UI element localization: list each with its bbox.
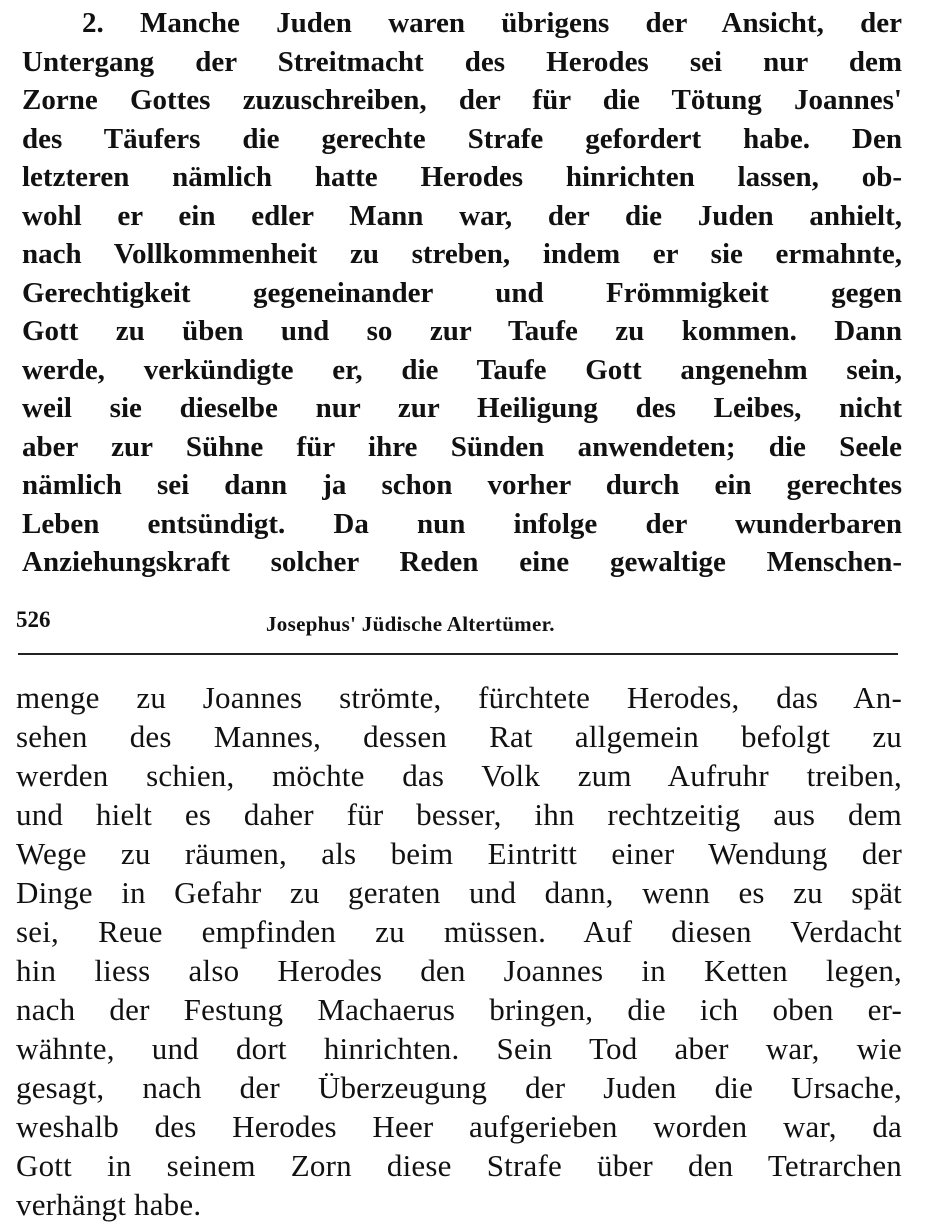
text-line: und hielt es daher für besser, ihn rechtzeitig aus dem (16, 797, 902, 832)
running-title: Josephus' Jüdische Altertümer. (266, 612, 555, 636)
text-line: wähnte, und dort hinrichten. Sein Tod aber war, wie (16, 1031, 902, 1066)
text-line: menge zu Joannes strömte, fürchtete Herodes, das An- (16, 680, 902, 715)
text-line: letzteren nämlich hatte Herodes hinrichten lassen, ob- (22, 161, 902, 193)
top-paragraph (22, 4, 902, 582)
text-line: nach der Festung Machaerus bringen, die ich oben er- (16, 992, 902, 1027)
text-line: werden schien, möchte das Volk zum Aufruhr treiben, (16, 758, 902, 793)
text-line: Leben entsündigt. Da nun infolge der wunderbaren (22, 507, 902, 540)
text-line: 2. Manche Juden waren übrigens der Ansicht, der (82, 7, 902, 39)
text-line: werde, verkündigte er, die Taufe Gott angenehm sein, (22, 353, 902, 386)
text-line: verhängt habe. (16, 1187, 202, 1222)
text-line: sei, Reue empfinden zu müssen. Auf diesen Verdacht (16, 914, 902, 949)
text-line: des Täufers die gerechte Strafe gefordert habe. Den (22, 122, 902, 155)
text-line: Anziehungskraft solcher Reden eine gewaltige Menschen- (22, 546, 902, 578)
text-line: gesagt, nach der Überzeugung der Juden die Ursache, (16, 1070, 902, 1105)
header-rule (18, 653, 898, 655)
bottom-paragraph (16, 678, 902, 1224)
text-line: Dinge in Gefahr zu geraten und dann, wenn es zu spät (16, 875, 902, 910)
text-line: Wege zu räumen, als beim Eintritt einer Wendung der (16, 836, 902, 871)
text-line: Untergang der Streitmacht des Herodes sei nur dem (22, 45, 902, 78)
text-line: sehen des Mannes, dessen Rat allgemein befolgt zu (16, 719, 902, 754)
text-line: nämlich sei dann ja schon vorher durch ein gerechtes (22, 469, 902, 501)
text-line: wohl er ein edler Mann war, der die Juden anhielt, (22, 199, 902, 232)
text-line: Gerechtigkeit gegeneinander und Frömmigkeit gegen (22, 276, 902, 309)
text-line: weil sie dieselbe nur zur Heiligung des Leibes, nicht (22, 392, 902, 424)
text-line: aber zur Sühne für ihre Sünden anwendeten; die Seele (22, 430, 902, 463)
text-line: nach Vollkommenheit zu streben, indem er sie ermahnte, (22, 238, 902, 270)
page-number: 526 (16, 607, 51, 632)
text-line: weshalb des Herodes Heer aufgerieben worden war, da (16, 1109, 902, 1144)
text-line: Gott zu üben und so zur Taufe zu kommen. Dann (22, 315, 902, 347)
text-line: hin liess also Herodes den Joannes in Ketten legen, (16, 953, 902, 988)
text-line: Gott in seinem Zorn diese Strafe über den Tetrarchen (16, 1148, 902, 1183)
text-line: Zorne Gottes zuzuschreiben, der für die Tötung Joannes' (22, 84, 902, 116)
